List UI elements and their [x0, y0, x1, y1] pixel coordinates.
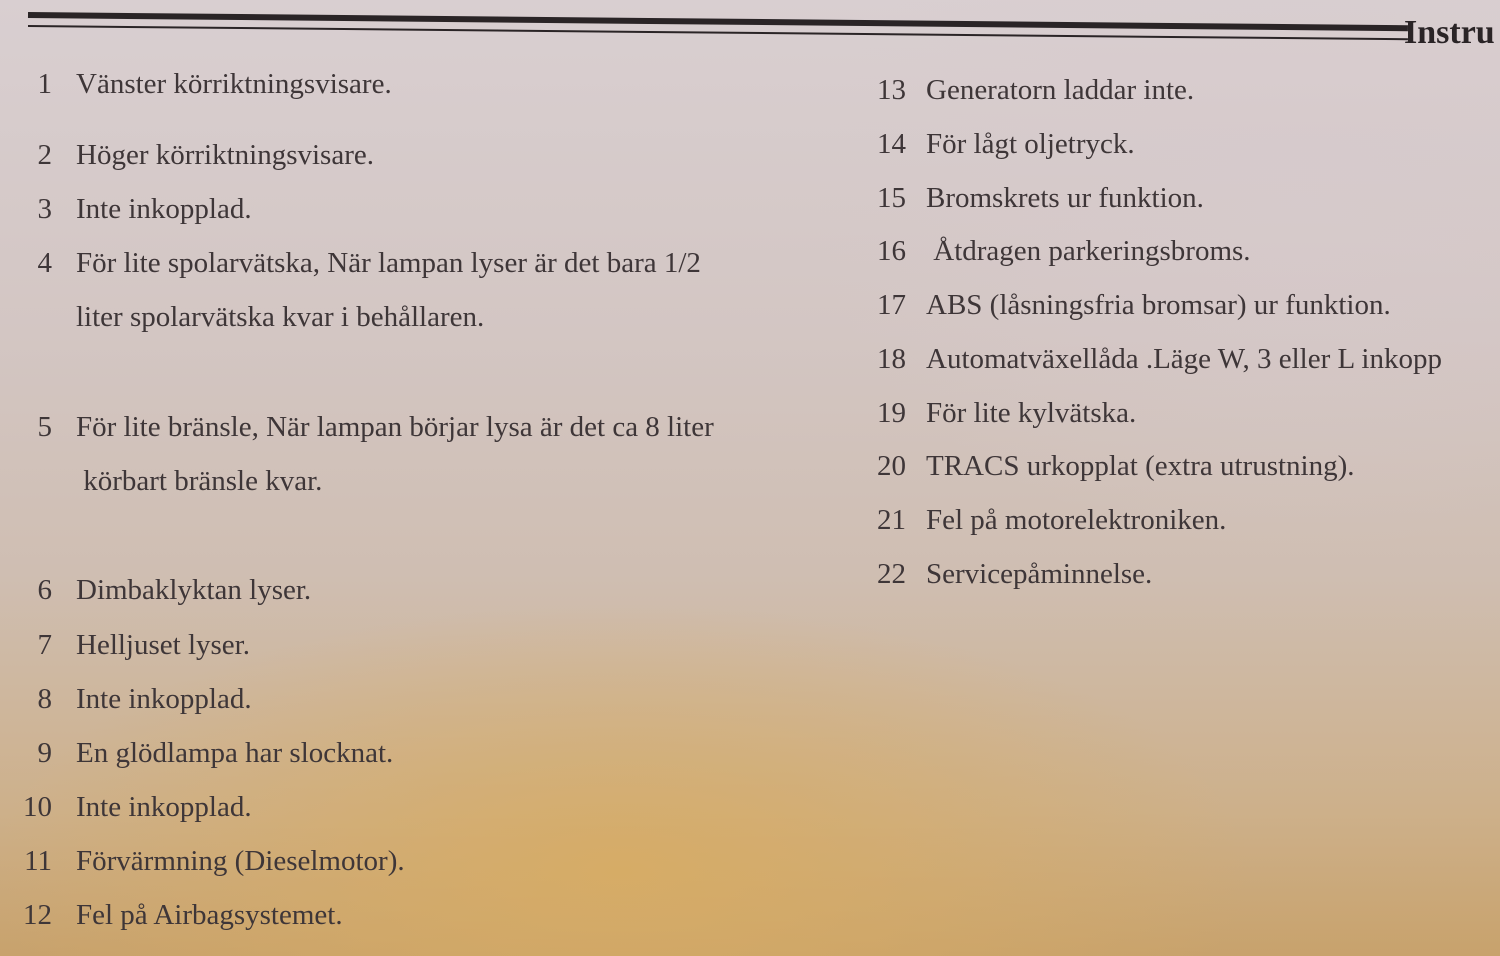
item-number: 19 — [877, 397, 906, 429]
item-number: 12 — [23, 899, 52, 931]
item-number: 7 — [37, 629, 52, 661]
item-text: För lite spolarvätska, När lampan lyser är det bara 1/2 — [76, 247, 701, 279]
item-number: 13 — [877, 74, 906, 106]
item-text: TRACS urkopplat (extra utrustning). — [926, 450, 1355, 482]
item-text: Generatorn laddar inte. — [926, 74, 1195, 106]
item-text: liter spolarvätska kvar i behållaren. — [76, 301, 485, 333]
item-text: ABS (låsningsfria bromsar) ur funktion. — [926, 289, 1391, 321]
item-number: 5 — [37, 411, 52, 443]
item-number: 6 — [37, 574, 52, 606]
item-text: Vänster körriktningsvisare. — [76, 68, 392, 100]
item-number: 17 — [877, 289, 906, 321]
item-text: Automatväxellåda .Läge W, 3 eller L inkopp — [926, 343, 1442, 375]
item-number: 14 — [877, 128, 906, 160]
item-text: Inte inkopplad. — [76, 791, 252, 823]
item-text: körbart bränsle kvar. — [76, 465, 323, 497]
item-number: 2 — [37, 139, 52, 171]
item-number: 8 — [37, 683, 52, 715]
item-text: Fel på Airbagsystemet. — [76, 899, 343, 931]
item-number: 15 — [877, 182, 906, 214]
item-number: 16 — [877, 235, 906, 267]
item-number: 18 — [877, 343, 906, 375]
item-number: 22 — [877, 558, 906, 590]
item-text: För lite kylvätska. — [926, 397, 1137, 429]
item-text: För lite bränsle, När lampan börjar lysa är det ca 8 liter — [76, 411, 714, 443]
item-number: 4 — [37, 247, 52, 279]
section-title: Instru — [1404, 14, 1495, 51]
item-text: Servicepåminnelse. — [926, 558, 1153, 590]
item-number: 10 — [23, 791, 52, 823]
item-text: Helljuset lyser. — [76, 629, 250, 661]
item-number: 21 — [877, 504, 906, 536]
item-text: Förvärmning (Dieselmotor). — [76, 845, 405, 877]
item-text: Fel på motorelektroniken. — [926, 504, 1227, 536]
item-number: 20 — [877, 450, 906, 482]
item-text: En glödlampa har slocknat. — [76, 737, 394, 769]
item-number: 3 — [37, 193, 52, 225]
item-text: För lågt oljetryck. — [926, 128, 1135, 160]
item-number: 9 — [37, 737, 52, 769]
item-text: Inte inkopplad. — [76, 683, 252, 715]
item-text: Bromskrets ur funktion. — [926, 182, 1204, 214]
item-text: Dimbaklyktan lyser. — [76, 574, 312, 606]
item-text: Åtdragen parkeringsbroms. — [926, 235, 1251, 267]
item-text: Inte inkopplad. — [76, 193, 252, 225]
item-number: 11 — [24, 845, 52, 877]
item-number: 1 — [37, 68, 52, 100]
item-text: Höger körriktningsvisare. — [76, 139, 374, 171]
